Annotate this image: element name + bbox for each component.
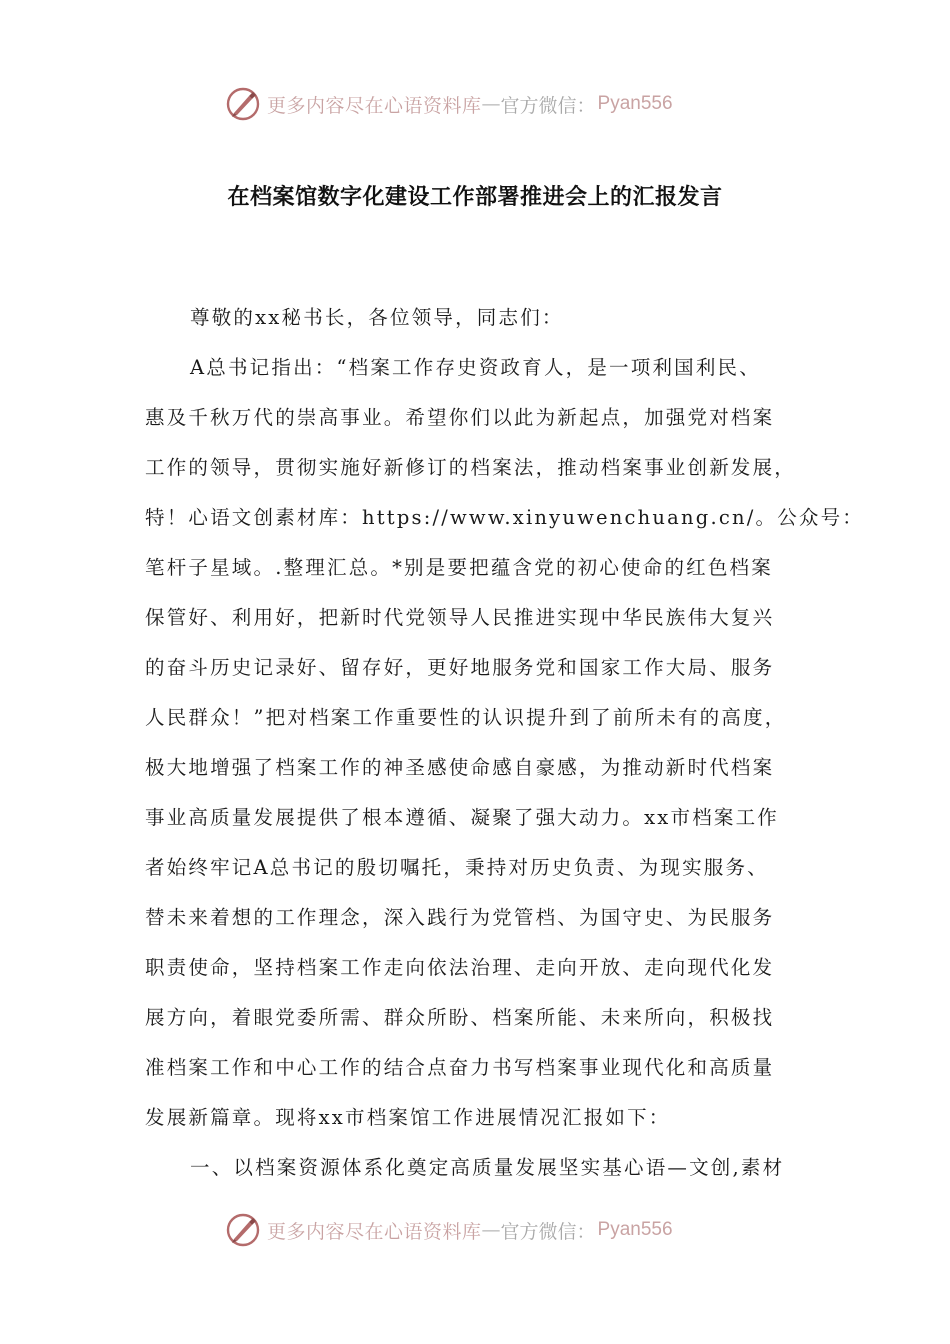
body-line: 特！心语文创素材库：https://www.xinyuwenchuang.cn/。公众号： [145,506,865,529]
body-line: 准档案工作和中心工作的结合点奋力书写档案事业现代化和高质量 [145,1056,775,1079]
body-line: 一、以档案资源体系化奠定高质量发展坚实基心语—文创,素材 [190,1156,785,1179]
watermark-wechat-id: Pyan556 [597,1219,673,1240]
body-line: 职责使命，坚持档案工作走向依法治理、走向开放、走向现代化发 [145,956,775,979]
watermark-text: 更多内容尽在心语资料库 [267,1220,482,1243]
body-line: 的奋斗历史记录好、留存好，更好地服务党和国家工作大局、服务 [145,656,775,679]
pen-logo-icon [225,86,261,122]
body-line: 事业高质量发展提供了根本遵循、凝聚了强大动力。xx市档案工作 [145,806,779,829]
watermark-wechat-label: 官方微信： [500,1220,596,1243]
body-line: 极大地增强了档案工作的神圣感使命感自豪感，为推动新时代档案 [145,756,775,779]
watermark-dash: — [481,1219,501,1241]
watermark-wechat-id: Pyan556 [597,93,673,114]
body-line: 惠及千秋万代的崇高事业。希望你们以此为新起点，加强党对档案 [145,406,775,429]
body-line: 尊敬的xx秘书长，各位领导，同志们： [190,306,564,329]
body-line: 笔杆子星域。.整理汇总。*别是要把蕴含党的初心使命的红色档案 [145,556,773,579]
pen-logo-icon [225,1212,261,1248]
body-line: A总书记指出：“档案工作存史资政育人，是一项利国利民、 [190,356,761,379]
watermark-dash: — [481,93,501,115]
document-body [145,293,865,1193]
body-line: 人民群众！”把对档案工作重要性的认识提升到了前所未有的高度， [145,706,787,729]
watermark-text: 更多内容尽在心语资料库 [267,94,482,117]
header-watermark [225,84,673,124]
body-line: 替未来着想的工作理念，深入践行为党管档、为国守史、为民服务 [145,906,775,929]
body-line: 保管好、利用好，把新时代党领导人民推进实现中华民族伟大复兴 [145,606,775,629]
footer-watermark [225,1210,673,1250]
body-line: 展方向，着眼党委所需、群众所盼、档案所能、未来所向，积极找 [145,1006,775,1029]
watermark-wechat-label: 官方微信： [500,94,596,117]
document-title: 在档案馆数字化建设工作部署推进会上的汇报发言 [227,185,723,210]
body-line: 者始终牢记A总书记的殷切嘱托，秉持对历史负责、为现实服务、 [145,856,769,879]
body-line: 工作的领导，贯彻实施好新修订的档案法，推动档案事业创新发展， [145,456,797,479]
body-line: 发展新篇章。现将xx市档案馆工作进展情况汇报如下： [145,1106,671,1129]
